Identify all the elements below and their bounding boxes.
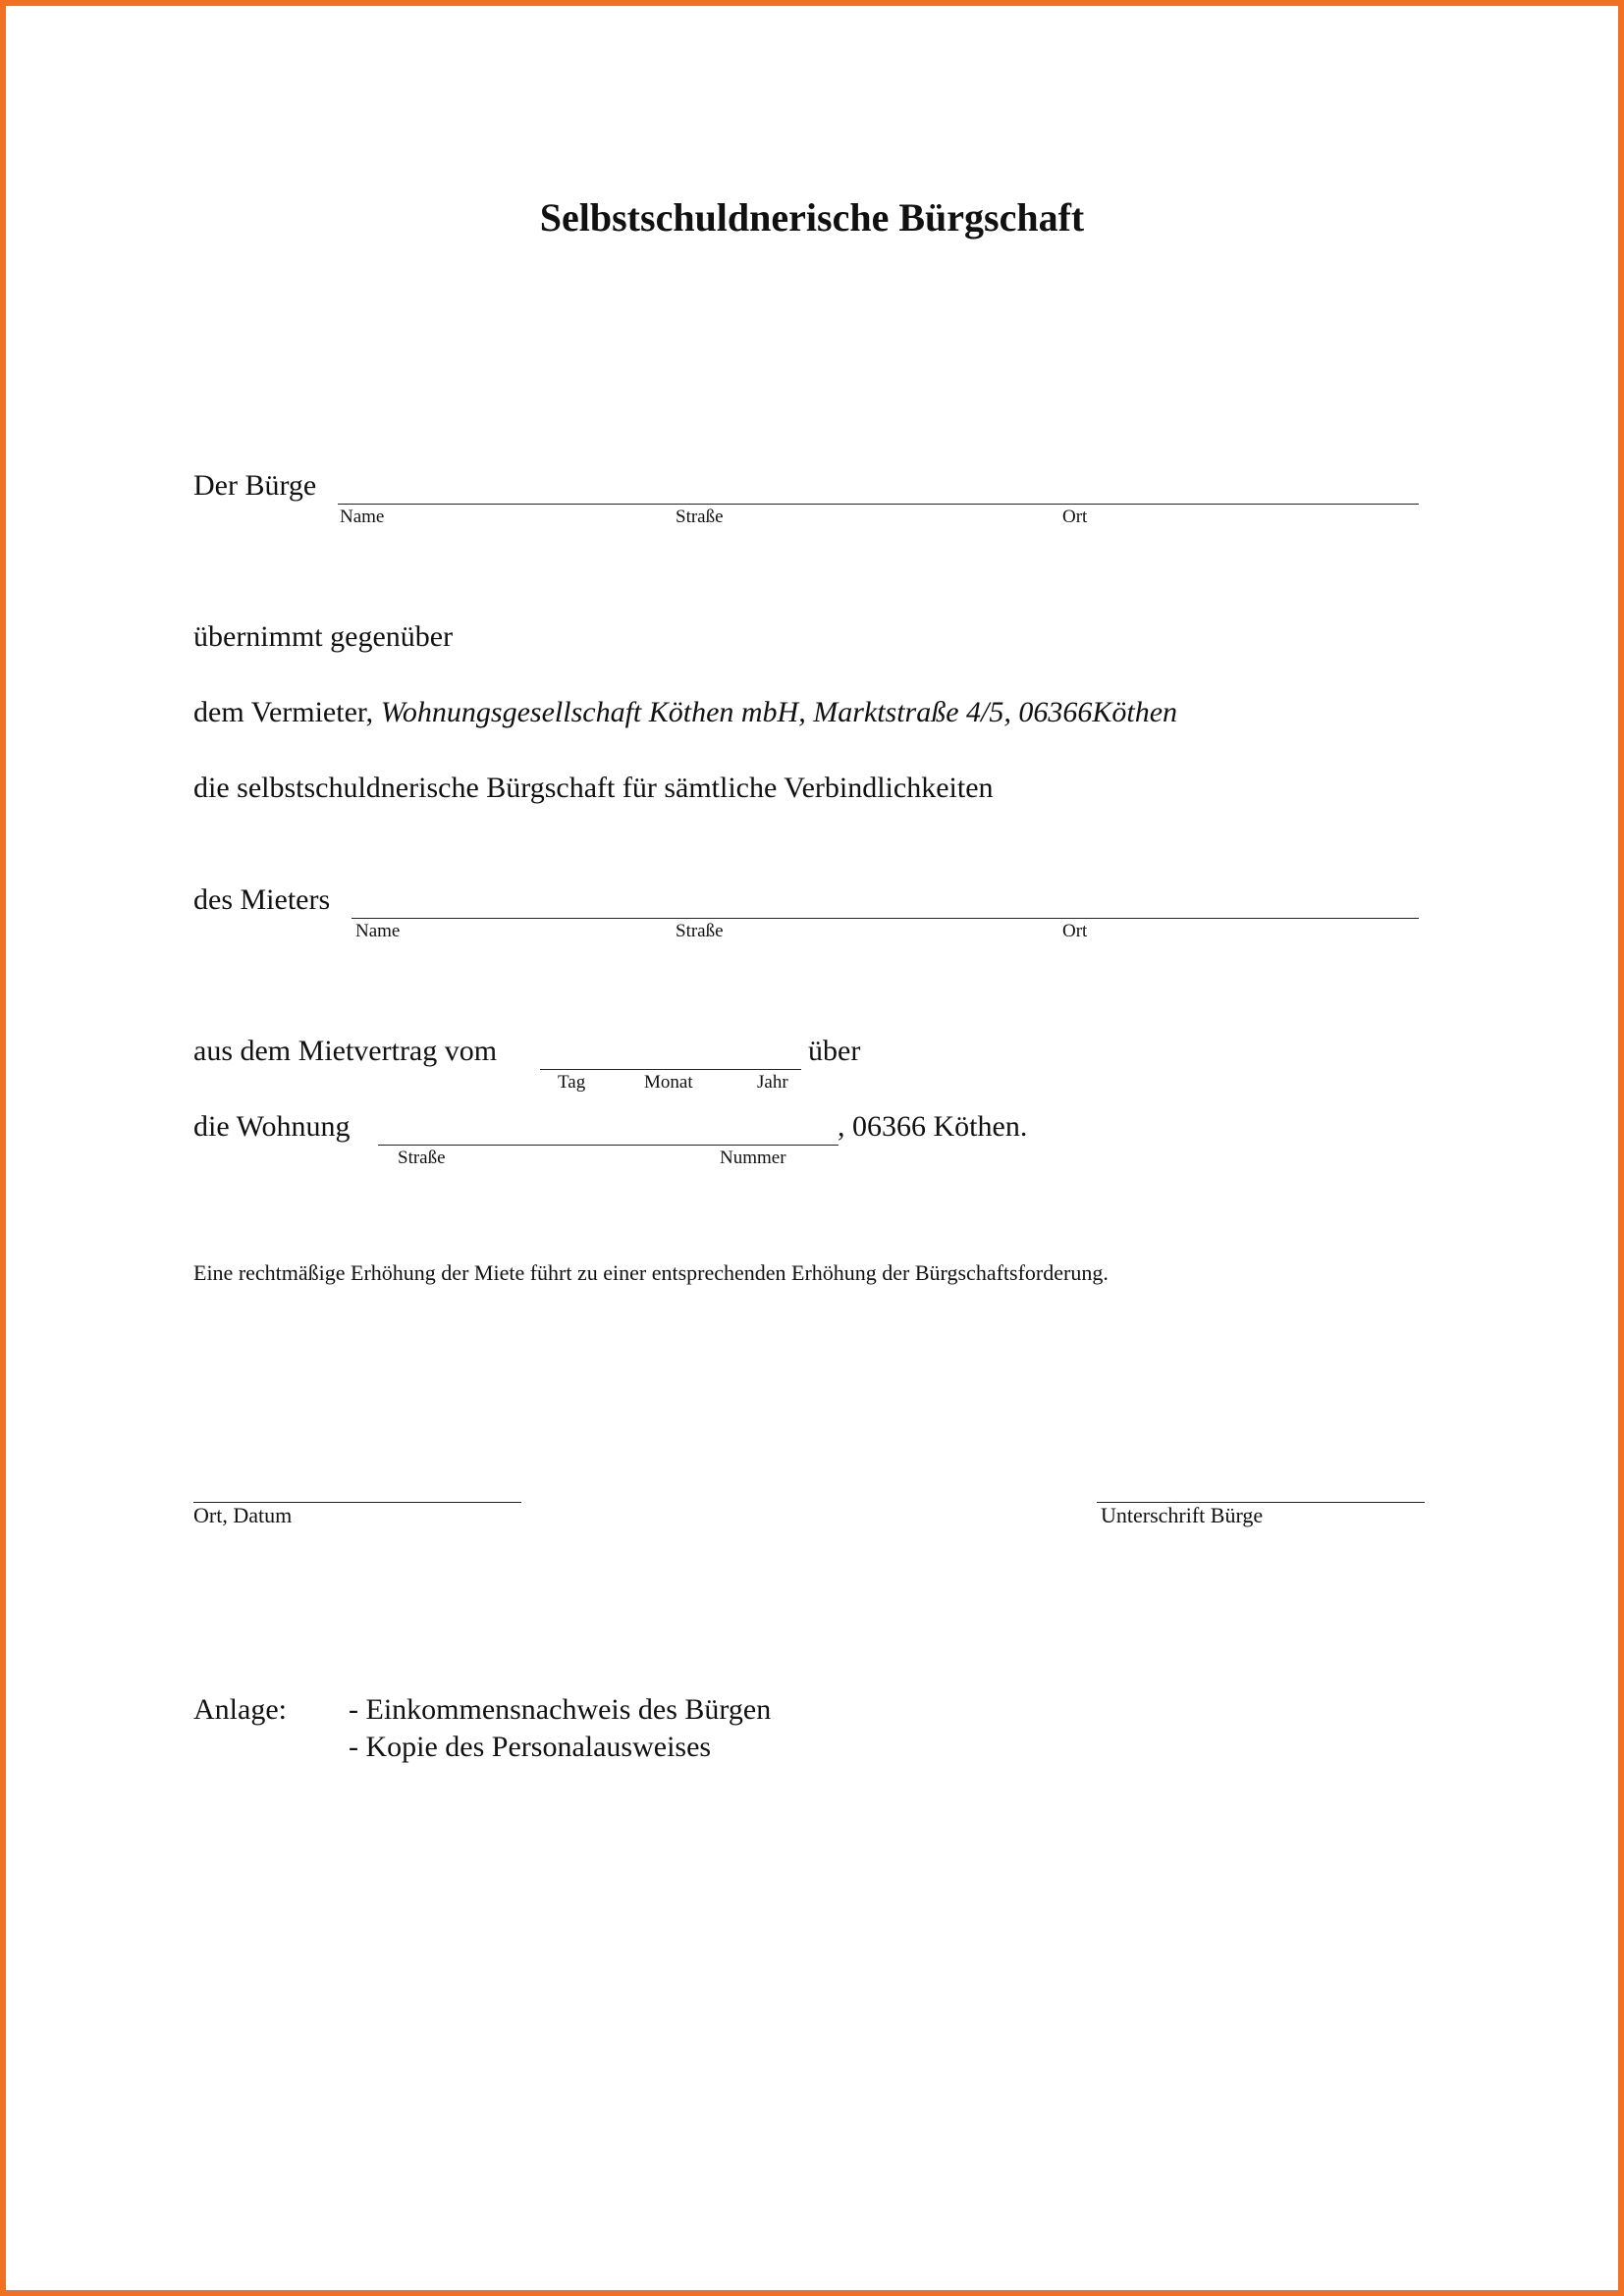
vermieter-line [193, 696, 1177, 729]
line-uebernimmt: übernimmt gegenüber [193, 620, 454, 653]
caption-monat: Monat [644, 1072, 693, 1093]
anlage-item: - Einkommensnachweis des Bürgen [349, 1693, 772, 1726]
wohnung-suffix: , 06366 Köthen. [838, 1110, 1028, 1143]
document-title: Selbstschuldnerische Bürgschaft [539, 195, 1085, 240]
buerge-caption-name: Name [340, 507, 385, 527]
line-buergschaft: die selbstschuldnerische Bürgschaft für sämtliche Verbindlichkeiten [193, 772, 994, 804]
anlage-label: Anlage: [193, 1693, 287, 1726]
mietvertrag-label: aus dem Mietvertrag vom [193, 1035, 498, 1067]
buerge-label: Der Bürge [193, 469, 317, 502]
mieter-caption-name: Name [355, 921, 401, 941]
mieter-caption-strasse: Straße [676, 921, 724, 941]
wohnung-caption-nummer: Nummer [720, 1148, 786, 1168]
caption-tag: Tag [558, 1072, 586, 1093]
mietvertrag-date-line[interactable] [540, 1069, 801, 1070]
ort-datum-caption: Ort, Datum [193, 1503, 293, 1527]
anlage-item: - Kopie des Personalausweises [349, 1731, 712, 1763]
mieter-fill-line[interactable] [352, 918, 1419, 919]
mieter-label: des Mieters [193, 883, 331, 916]
wohnung-label: die Wohnung [193, 1110, 351, 1143]
vermieter-value: Wohnungsgesellschaft Köthen mbH, Marktstraße 4/5, 06366Köthen [380, 696, 1178, 728]
buerge-fill-line[interactable] [338, 504, 1419, 505]
signature-caption: Unterschrift Bürge [1101, 1503, 1264, 1527]
buerge-caption-strasse: Straße [676, 507, 724, 527]
buerge-caption-ort: Ort [1062, 507, 1088, 527]
caption-jahr: Jahr [757, 1072, 788, 1093]
mieter-caption-ort: Ort [1062, 921, 1088, 941]
wohnung-fill-line[interactable] [378, 1145, 839, 1146]
mietvertrag-suffix: über [808, 1035, 861, 1067]
wohnung-caption-strasse: Straße [398, 1148, 446, 1168]
legal-note: Eine rechtmäßige Erhöhung der Miete führt zu einer entsprechenden Erhöhung der Bürgschaftsforderung. [193, 1260, 1109, 1285]
vermieter-label: dem Vermieter, [193, 696, 374, 728]
